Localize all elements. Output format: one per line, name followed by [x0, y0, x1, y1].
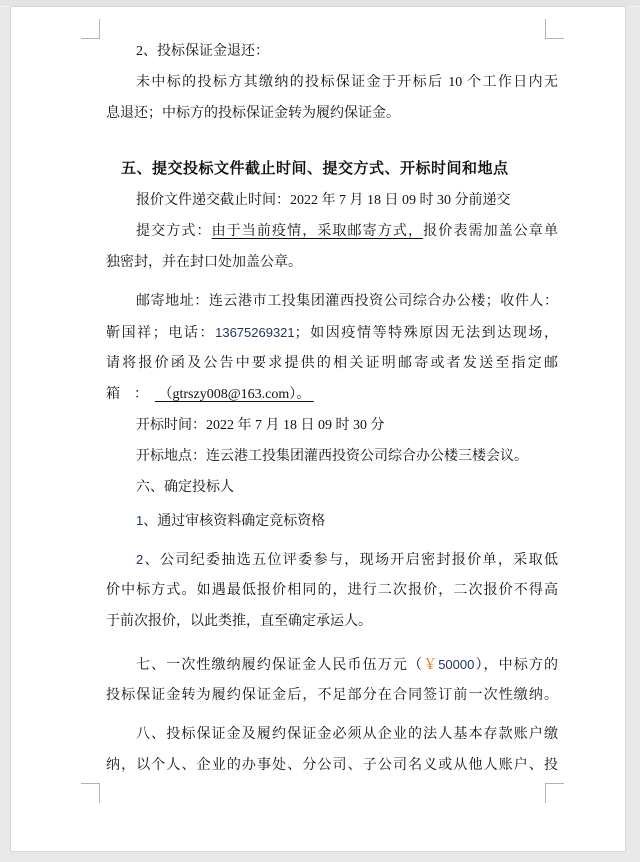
number-text: 2 — [136, 552, 144, 567]
text-line — [106, 441, 558, 472]
underlined-text: （gtrszy008@163.com）。 — [155, 387, 314, 402]
text-line — [106, 154, 558, 185]
text-line — [106, 36, 558, 67]
body-text: 、公司纪委抽选五位评委参与，现场开启密封报价单，采取低 — [143, 553, 558, 568]
body-text: 独密封，并在封口处加盖公章。 — [106, 255, 302, 270]
body-text: 息退还；中标方的投标保证金转为履约保证金。 — [106, 106, 400, 121]
text-line — [106, 606, 558, 637]
body-text: 投标保证金转为履约保证金后，不足部分在合同签订前一次性缴纳。 — [106, 688, 558, 703]
text-line — [106, 575, 558, 606]
text-line — [106, 719, 558, 750]
number-text: 50000 — [438, 657, 475, 672]
text-line — [106, 185, 558, 216]
body-text: 开标时间：2022 年 7 月 18 日 09 时 30 分 — [136, 418, 385, 433]
text-line — [106, 216, 558, 247]
text-boundary-mark-top-left — [81, 19, 100, 39]
body-text: 六、确定投标人 — [136, 480, 234, 495]
body-text: 箱 ： — [106, 387, 155, 402]
text-line — [106, 472, 558, 503]
body-text: 靳国祥；电话： — [106, 326, 216, 341]
body-text: 未中标的投标方其缴纳的投标保证金于开标后 10 个工作日内无 — [136, 75, 558, 90]
body-text: 八、投标保证金及履约保证金必须从企业的法人基本存款账户缴 — [136, 727, 558, 742]
body-text: ￥ — [423, 658, 439, 673]
text-line — [106, 286, 558, 317]
text-boundary-mark-bottom-left — [81, 783, 100, 803]
body-text: 报价文件递交截止时间：2022 年 7 月 18 日 09 时 30 分前递交 — [136, 193, 511, 208]
number-text: 1 — [136, 513, 144, 528]
text-line — [106, 649, 558, 680]
body-text: 开标地点：连云港工投集团灌西投资公司综合办公楼三楼会议。 — [136, 449, 528, 464]
body-text: ），中标方的 — [474, 658, 558, 673]
number-text: 13675269321 — [215, 325, 295, 340]
text-line — [106, 410, 558, 441]
body-text: 七、一次性缴纳履约保证金人民币伍万元（ — [136, 658, 424, 673]
body-text: ；如因疫情等特殊原因无法到达现场， — [294, 326, 559, 341]
body-text: 价中标方式。如遇最低报价相同的，进行二次报价，二次报价不得高 — [106, 583, 558, 598]
text-line — [106, 505, 558, 536]
body-text: 于前次报价，以此类推，直至确定承运人。 — [106, 614, 372, 629]
text-line — [106, 750, 558, 781]
document-text-area[interactable] — [106, 36, 558, 781]
text-line — [106, 379, 558, 410]
body-text: 纳，以个人、企业的办事处、分公司、子公司名义或从他人账户、投 — [106, 758, 558, 773]
body-text: 邮寄地址：连云港市工投集团灌西投资公司综合办公楼；收件人： — [136, 294, 558, 309]
text-boundary-mark-bottom-right — [545, 783, 564, 803]
underlined-text: 由于当前疫情，采取邮寄方式， — [211, 224, 424, 239]
section-heading-text: 五、提交投标文件截止时间、提交方式、开标时间和地点 — [121, 161, 509, 177]
body-text: 提交方式： — [136, 224, 212, 239]
document-page[interactable] — [10, 6, 626, 852]
text-boundary-mark-top-right — [545, 19, 564, 39]
text-line — [106, 247, 558, 278]
text-line — [106, 317, 558, 348]
text-line — [106, 98, 558, 129]
text-line — [106, 544, 558, 575]
text-line — [106, 348, 558, 379]
body-text: 请将报价函及公告中要求提供的相关证明邮寄或者发送至指定邮 — [106, 356, 558, 371]
text-line — [106, 680, 558, 711]
text-line — [106, 67, 558, 98]
body-text: 、通过审核资料确定竞标资格 — [143, 514, 326, 529]
body-text: 2、投标保证金退还： — [136, 44, 269, 59]
body-text: 报价表需加盖公章单 — [423, 224, 559, 239]
